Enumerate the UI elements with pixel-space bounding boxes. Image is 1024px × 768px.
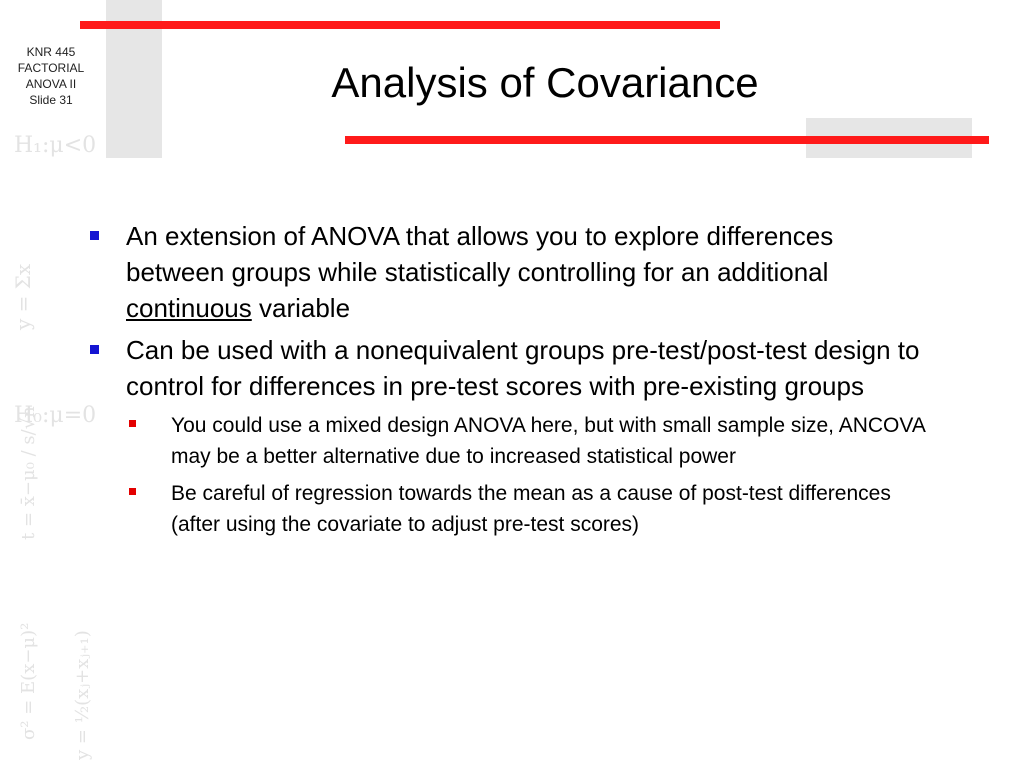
slide-label-line: KNR 445: [26, 45, 76, 59]
square-sub-bullet-icon: [129, 420, 136, 427]
red-top-bar: [80, 21, 720, 29]
slide-label: [0, 44, 102, 108]
slide-title: Analysis of Covariance: [331, 59, 759, 106]
sub-bullet-text: You could use a mixed design ANOVA here, but with small sample size, ANCOVA may be a better alternative due to increased statistical power: [171, 414, 925, 468]
bullet-text: An extension of ANOVA that allows you to explore differences between groups while statistically controlling for an additional: [126, 221, 834, 287]
bullet-text: Can be used with a nonequivalent groups pre-test/post-test design to control for differences in pre-test scores with pre-existing groups: [126, 335, 920, 401]
underlined-word: continuous: [126, 293, 252, 323]
slide-label-line: FACTORIAL: [17, 61, 85, 75]
sub-bullet-item: [126, 410, 938, 472]
square-bullet-icon: [90, 231, 99, 240]
slide-label-line: Slide 31: [29, 93, 73, 107]
formula-text: t = x̄−μ₀ / s/√n: [18, 406, 39, 540]
square-bullet-icon: [90, 345, 99, 354]
bullet-item: [88, 218, 938, 326]
formula-text: σ² = E(x−μ)²: [18, 622, 39, 740]
sub-bullet-item: [126, 478, 938, 540]
red-middle-bar: [345, 136, 989, 144]
bullet-text: variable: [251, 293, 351, 323]
square-sub-bullet-icon: [129, 488, 136, 495]
formula-text: y = Σx: [11, 263, 35, 330]
formula-text: H₀:μ=0: [14, 403, 97, 428]
bullet-list: [88, 218, 938, 546]
bullet-item: [88, 332, 938, 404]
formula-text: y = ½(xⱼ+xⱼ₊₁): [72, 630, 93, 760]
formula-text: H₁:μ<0: [14, 133, 97, 158]
slide-label-line: ANOVA II: [25, 77, 77, 91]
sub-bullet-text: Be careful of regression towards the mean as a cause of post-test differences (after using the covariate to adjust pre-test scores): [171, 482, 891, 536]
